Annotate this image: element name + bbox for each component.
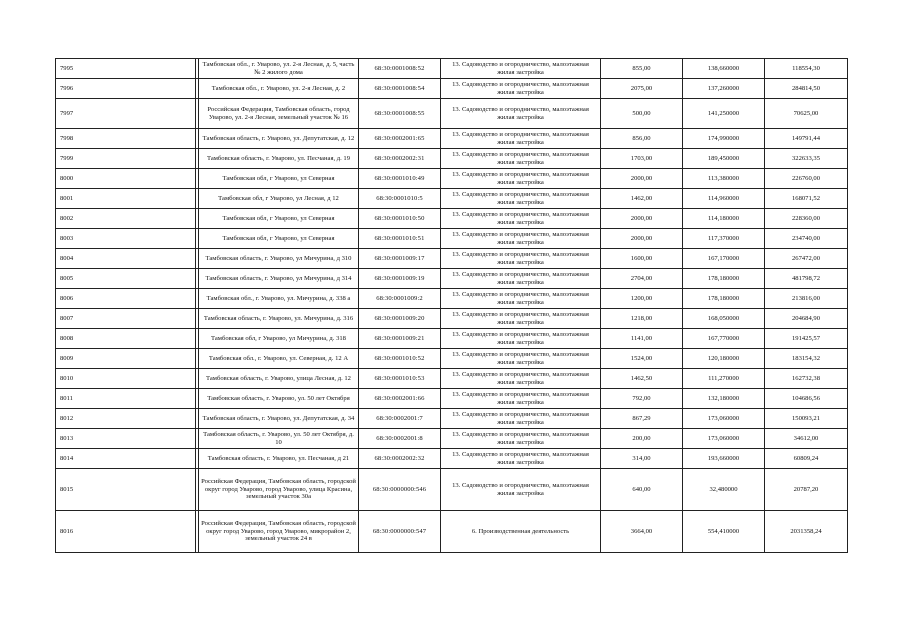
land-use-cell: 13. Садоводство и огородничество, малоэтажная жилая застройка bbox=[441, 169, 601, 189]
row-number-cell: 8013 bbox=[56, 429, 196, 449]
area-cell: 1600,00 bbox=[601, 249, 683, 269]
specific-value-cell: 167,770000 bbox=[683, 329, 765, 349]
table-row bbox=[56, 349, 848, 369]
cadastral-number-cell: 68:30:0001010:5 bbox=[359, 189, 441, 209]
land-use-cell: 13. Садоводство и огородничество, малоэтажная жилая застройка bbox=[441, 429, 601, 449]
cadastral-value-cell: 481798,72 bbox=[765, 269, 848, 289]
row-number-cell: 8008 bbox=[56, 329, 196, 349]
specific-value-cell: 111,270000 bbox=[683, 369, 765, 389]
address-cell: Тамбовская область, г. Уварово, ул. Мичурина, д. 316 bbox=[199, 309, 359, 329]
cadastral-value-cell: 191425,57 bbox=[765, 329, 848, 349]
address-cell: Тамбовская область, г. Уварово, ул. Песчаная, д. 19 bbox=[199, 149, 359, 169]
address-cell: Российская Федерация, Тамбовская область, городской округ город Уварово, город Уварово, микрорайон 2, земельный участок 24 в bbox=[199, 511, 359, 553]
area-cell: 2704,00 bbox=[601, 269, 683, 289]
table-body bbox=[56, 59, 848, 553]
row-number-cell: 8010 bbox=[56, 369, 196, 389]
cadastral-value-cell: 213816,00 bbox=[765, 289, 848, 309]
cadastral-value-cell: 150093,21 bbox=[765, 409, 848, 429]
cadastral-number-cell: 68:30:0002002:31 bbox=[359, 149, 441, 169]
row-number-cell: 7998 bbox=[56, 129, 196, 149]
row-number-cell: 8004 bbox=[56, 249, 196, 269]
area-cell: 2000,00 bbox=[601, 169, 683, 189]
address-cell: Тамбовская обл, г Уварово, ул Северная bbox=[199, 169, 359, 189]
table-row bbox=[56, 249, 848, 269]
cadastral-value-cell: 322633,35 bbox=[765, 149, 848, 169]
cadastral-value-cell: 162732,38 bbox=[765, 369, 848, 389]
cadastral-value-cell: 34612,00 bbox=[765, 429, 848, 449]
cadastral-value-cell: 20787,20 bbox=[765, 469, 848, 511]
land-use-cell: 13. Садоводство и огородничество, малоэтажная жилая застройка bbox=[441, 469, 601, 511]
cadastral-number-cell: 68:30:0001010:51 bbox=[359, 229, 441, 249]
row-number-cell: 8000 bbox=[56, 169, 196, 189]
land-use-cell: 13. Садоводство и огородничество, малоэтажная жилая застройка bbox=[441, 99, 601, 129]
land-use-cell: 13. Садоводство и огородничество, малоэтажная жилая застройка bbox=[441, 369, 601, 389]
area-cell: 1218,00 bbox=[601, 309, 683, 329]
specific-value-cell: 32,480000 bbox=[683, 469, 765, 511]
cadastral-number-cell: 68:30:0001010:53 bbox=[359, 369, 441, 389]
row-number-cell: 7999 bbox=[56, 149, 196, 169]
area-cell: 1703,00 bbox=[601, 149, 683, 169]
land-use-cell: 13. Садоводство и огородничество, малоэтажная жилая застройка bbox=[441, 269, 601, 289]
cadastral-value-table bbox=[55, 58, 848, 553]
area-cell: 856,00 bbox=[601, 129, 683, 149]
address-cell: Тамбовская область, г. Уварово, ул Мичурина, д 314 bbox=[199, 269, 359, 289]
specific-value-cell: 114,960000 bbox=[683, 189, 765, 209]
specific-value-cell: 178,180000 bbox=[683, 269, 765, 289]
cadastral-value-table-sheet bbox=[55, 58, 847, 553]
cadastral-number-cell: 68:30:0001009:17 bbox=[359, 249, 441, 269]
specific-value-cell: 174,990000 bbox=[683, 129, 765, 149]
table-row bbox=[56, 429, 848, 449]
specific-value-cell: 193,660000 bbox=[683, 449, 765, 469]
specific-value-cell: 114,180000 bbox=[683, 209, 765, 229]
cadastral-number-cell: 68:30:0002002:32 bbox=[359, 449, 441, 469]
land-use-cell: 13. Садоводство и огородничество, малоэтажная жилая застройка bbox=[441, 349, 601, 369]
cadastral-number-cell: 68:30:0002001:65 bbox=[359, 129, 441, 149]
area-cell: 640,00 bbox=[601, 469, 683, 511]
land-use-cell: 13. Садоводство и огородничество, малоэтажная жилая застройка bbox=[441, 59, 601, 79]
specific-value-cell: 178,180000 bbox=[683, 289, 765, 309]
area-cell: 1200,00 bbox=[601, 289, 683, 309]
specific-value-cell: 168,050000 bbox=[683, 309, 765, 329]
address-cell: Тамбовская обл., г. Уварово, ул. Северная, д. 12 А bbox=[199, 349, 359, 369]
row-number-cell: 8009 bbox=[56, 349, 196, 369]
land-use-cell: 13. Садоводство и огородничество, малоэтажная жилая застройка bbox=[441, 229, 601, 249]
cadastral-number-cell: 68:30:0002001:8 bbox=[359, 429, 441, 449]
area-cell: 867,29 bbox=[601, 409, 683, 429]
cadastral-number-cell: 68:30:0001009:20 bbox=[359, 309, 441, 329]
land-use-cell: 13. Садоводство и огородничество, малоэтажная жилая застройка bbox=[441, 449, 601, 469]
area-cell: 2075,00 bbox=[601, 79, 683, 99]
land-use-cell: 13. Садоводство и огородничество, малоэтажная жилая застройка bbox=[441, 329, 601, 349]
table-row bbox=[56, 129, 848, 149]
cadastral-value-cell: 228360,00 bbox=[765, 209, 848, 229]
table-row bbox=[56, 289, 848, 309]
row-number-cell: 7997 bbox=[56, 99, 196, 129]
address-cell: Тамбовская область, г. Уварово, ул Мичурина, д 310 bbox=[199, 249, 359, 269]
land-use-cell: 13. Садоводство и огородничество, малоэтажная жилая застройка bbox=[441, 209, 601, 229]
cadastral-number-cell: 68:30:0000000:547 bbox=[359, 511, 441, 553]
cadastral-number-cell: 68:30:0000000:546 bbox=[359, 469, 441, 511]
cadastral-number-cell: 68:30:0001009:21 bbox=[359, 329, 441, 349]
cadastral-number-cell: 68:30:0001009:2 bbox=[359, 289, 441, 309]
address-cell: Тамбовская область, г. Уварово, ул. Песчаная, д 21 bbox=[199, 449, 359, 469]
address-cell: Тамбовская обл, г Уварово, ул Северная bbox=[199, 229, 359, 249]
table-row bbox=[56, 149, 848, 169]
address-cell: Тамбовская область, г. Уварово, ул. Депутатская, д. 34 bbox=[199, 409, 359, 429]
table-row bbox=[56, 79, 848, 99]
address-cell: Тамбовская область, г. Уварово, ул. Депутатская, д. 12 bbox=[199, 129, 359, 149]
specific-value-cell: 137,260000 bbox=[683, 79, 765, 99]
area-cell: 314,00 bbox=[601, 449, 683, 469]
row-number-cell: 8015 bbox=[56, 469, 196, 511]
address-cell: Тамбовская обл, г Уварово, ул Северная bbox=[199, 209, 359, 229]
address-cell: Тамбовская обл, г Уварово, ул Лесная, д 12 bbox=[199, 189, 359, 209]
cadastral-number-cell: 68:30:0001008:54 bbox=[359, 79, 441, 99]
address-cell: Тамбовская обл., г. Уварово, ул. Мичурина, д. 338 а bbox=[199, 289, 359, 309]
specific-value-cell: 554,410000 bbox=[683, 511, 765, 553]
table-row bbox=[56, 409, 848, 429]
table-row bbox=[56, 169, 848, 189]
table-row bbox=[56, 99, 848, 129]
cadastral-value-cell: 104686,56 bbox=[765, 389, 848, 409]
area-cell: 200,00 bbox=[601, 429, 683, 449]
cadastral-number-cell: 68:30:0001008:55 bbox=[359, 99, 441, 129]
address-cell: Российская Федерация, Тамбовская область, город Уварово, ул. 2-я Лесная, земельный участок № 16 bbox=[199, 99, 359, 129]
specific-value-cell: 173,060000 bbox=[683, 409, 765, 429]
table-row bbox=[56, 189, 848, 209]
cadastral-number-cell: 68:30:0001010:49 bbox=[359, 169, 441, 189]
table-row bbox=[56, 511, 848, 553]
area-cell: 500,00 bbox=[601, 99, 683, 129]
address-cell: Тамбовская область, г. Уварово, улица Лесная, д. 12 bbox=[199, 369, 359, 389]
row-number-cell: 8011 bbox=[56, 389, 196, 409]
cadastral-number-cell: 68:30:0001008:52 bbox=[359, 59, 441, 79]
land-use-cell: 13. Садоводство и огородничество, малоэтажная жилая застройка bbox=[441, 289, 601, 309]
specific-value-cell: 173,060000 bbox=[683, 429, 765, 449]
cadastral-number-cell: 68:30:0001010:50 bbox=[359, 209, 441, 229]
address-cell: Тамбовская обл., г. Уварово, ул. 2-я Лесная, д. 2 bbox=[199, 79, 359, 99]
cadastral-value-cell: 284814,50 bbox=[765, 79, 848, 99]
land-use-cell: 13. Садоводство и огородничество, малоэтажная жилая застройка bbox=[441, 409, 601, 429]
cadastral-value-cell: 234740,00 bbox=[765, 229, 848, 249]
area-cell: 1462,00 bbox=[601, 189, 683, 209]
specific-value-cell: 138,660000 bbox=[683, 59, 765, 79]
row-number-cell: 8003 bbox=[56, 229, 196, 249]
table-row bbox=[56, 209, 848, 229]
row-number-cell: 8005 bbox=[56, 269, 196, 289]
specific-value-cell: 167,170000 bbox=[683, 249, 765, 269]
table-row bbox=[56, 369, 848, 389]
row-number-cell: 8006 bbox=[56, 289, 196, 309]
table-row bbox=[56, 59, 848, 79]
land-use-cell: 13. Садоводство и огородничество, малоэтажная жилая застройка bbox=[441, 389, 601, 409]
cadastral-value-cell: 2031358,24 bbox=[765, 511, 848, 553]
cadastral-value-cell: 267472,00 bbox=[765, 249, 848, 269]
row-number-cell: 8012 bbox=[56, 409, 196, 429]
area-cell: 792,00 bbox=[601, 389, 683, 409]
specific-value-cell: 113,380000 bbox=[683, 169, 765, 189]
land-use-cell: 13. Садоводство и огородничество, малоэтажная жилая застройка bbox=[441, 129, 601, 149]
table-row bbox=[56, 469, 848, 511]
specific-value-cell: 117,370000 bbox=[683, 229, 765, 249]
area-cell: 1141,00 bbox=[601, 329, 683, 349]
address-cell: Тамбовская область, г. Уварово, ул. 50 лет Октября bbox=[199, 389, 359, 409]
row-number-cell: 8007 bbox=[56, 309, 196, 329]
land-use-cell: 13. Садоводство и огородничество, малоэтажная жилая застройка bbox=[441, 309, 601, 329]
area-cell: 3664,00 bbox=[601, 511, 683, 553]
land-use-cell: 13. Садоводство и огородничество, малоэтажная жилая застройка bbox=[441, 149, 601, 169]
cadastral-value-cell: 149791,44 bbox=[765, 129, 848, 149]
cadastral-value-cell: 118554,30 bbox=[765, 59, 848, 79]
row-number-cell: 7995 bbox=[56, 59, 196, 79]
cadastral-value-cell: 183154,32 bbox=[765, 349, 848, 369]
cadastral-number-cell: 68:30:0001010:52 bbox=[359, 349, 441, 369]
address-cell: Российская Федерация, Тамбовская область, городской округ город Уварово, город Уварово, улица Красина, земельный участок 30а bbox=[199, 469, 359, 511]
area-cell: 855,00 bbox=[601, 59, 683, 79]
specific-value-cell: 120,180000 bbox=[683, 349, 765, 369]
row-number-cell: 8016 bbox=[56, 511, 196, 553]
land-use-cell: 6. Производственная деятельность bbox=[441, 511, 601, 553]
area-cell: 2000,00 bbox=[601, 209, 683, 229]
area-cell: 2000,00 bbox=[601, 229, 683, 249]
land-use-cell: 13. Садоводство и огородничество, малоэтажная жилая застройка bbox=[441, 189, 601, 209]
table-row bbox=[56, 269, 848, 289]
specific-value-cell: 141,250000 bbox=[683, 99, 765, 129]
land-use-cell: 13. Садоводство и огородничество, малоэтажная жилая застройка bbox=[441, 249, 601, 269]
cadastral-value-cell: 226760,00 bbox=[765, 169, 848, 189]
area-cell: 1462,50 bbox=[601, 369, 683, 389]
cadastral-value-cell: 70625,00 bbox=[765, 99, 848, 129]
specific-value-cell: 132,180000 bbox=[683, 389, 765, 409]
table-row bbox=[56, 309, 848, 329]
table-row bbox=[56, 449, 848, 469]
table-row bbox=[56, 329, 848, 349]
cadastral-number-cell: 68:30:0001009:19 bbox=[359, 269, 441, 289]
row-number-cell: 8002 bbox=[56, 209, 196, 229]
cadastral-value-cell: 60809,24 bbox=[765, 449, 848, 469]
cadastral-number-cell: 68:30:0002001:7 bbox=[359, 409, 441, 429]
address-cell: Тамбовская область, г. Уварово, ул. 50 лет Октября, д. 10 bbox=[199, 429, 359, 449]
table-row bbox=[56, 389, 848, 409]
address-cell: Тамбовская обл, г Уварово, ул Мичурина, д. 318 bbox=[199, 329, 359, 349]
row-number-cell: 8014 bbox=[56, 449, 196, 469]
land-use-cell: 13. Садоводство и огородничество, малоэтажная жилая застройка bbox=[441, 79, 601, 99]
cadastral-value-cell: 204684,90 bbox=[765, 309, 848, 329]
table-row bbox=[56, 229, 848, 249]
address-cell: Тамбовская обл., г. Уварово, ул. 2-я Лесная, д. 5, часть № 2 жилого дома bbox=[199, 59, 359, 79]
row-number-cell: 8001 bbox=[56, 189, 196, 209]
area-cell: 1524,00 bbox=[601, 349, 683, 369]
cadastral-number-cell: 68:30:0002001:66 bbox=[359, 389, 441, 409]
cadastral-value-cell: 168071,52 bbox=[765, 189, 848, 209]
row-number-cell: 7996 bbox=[56, 79, 196, 99]
specific-value-cell: 189,450000 bbox=[683, 149, 765, 169]
